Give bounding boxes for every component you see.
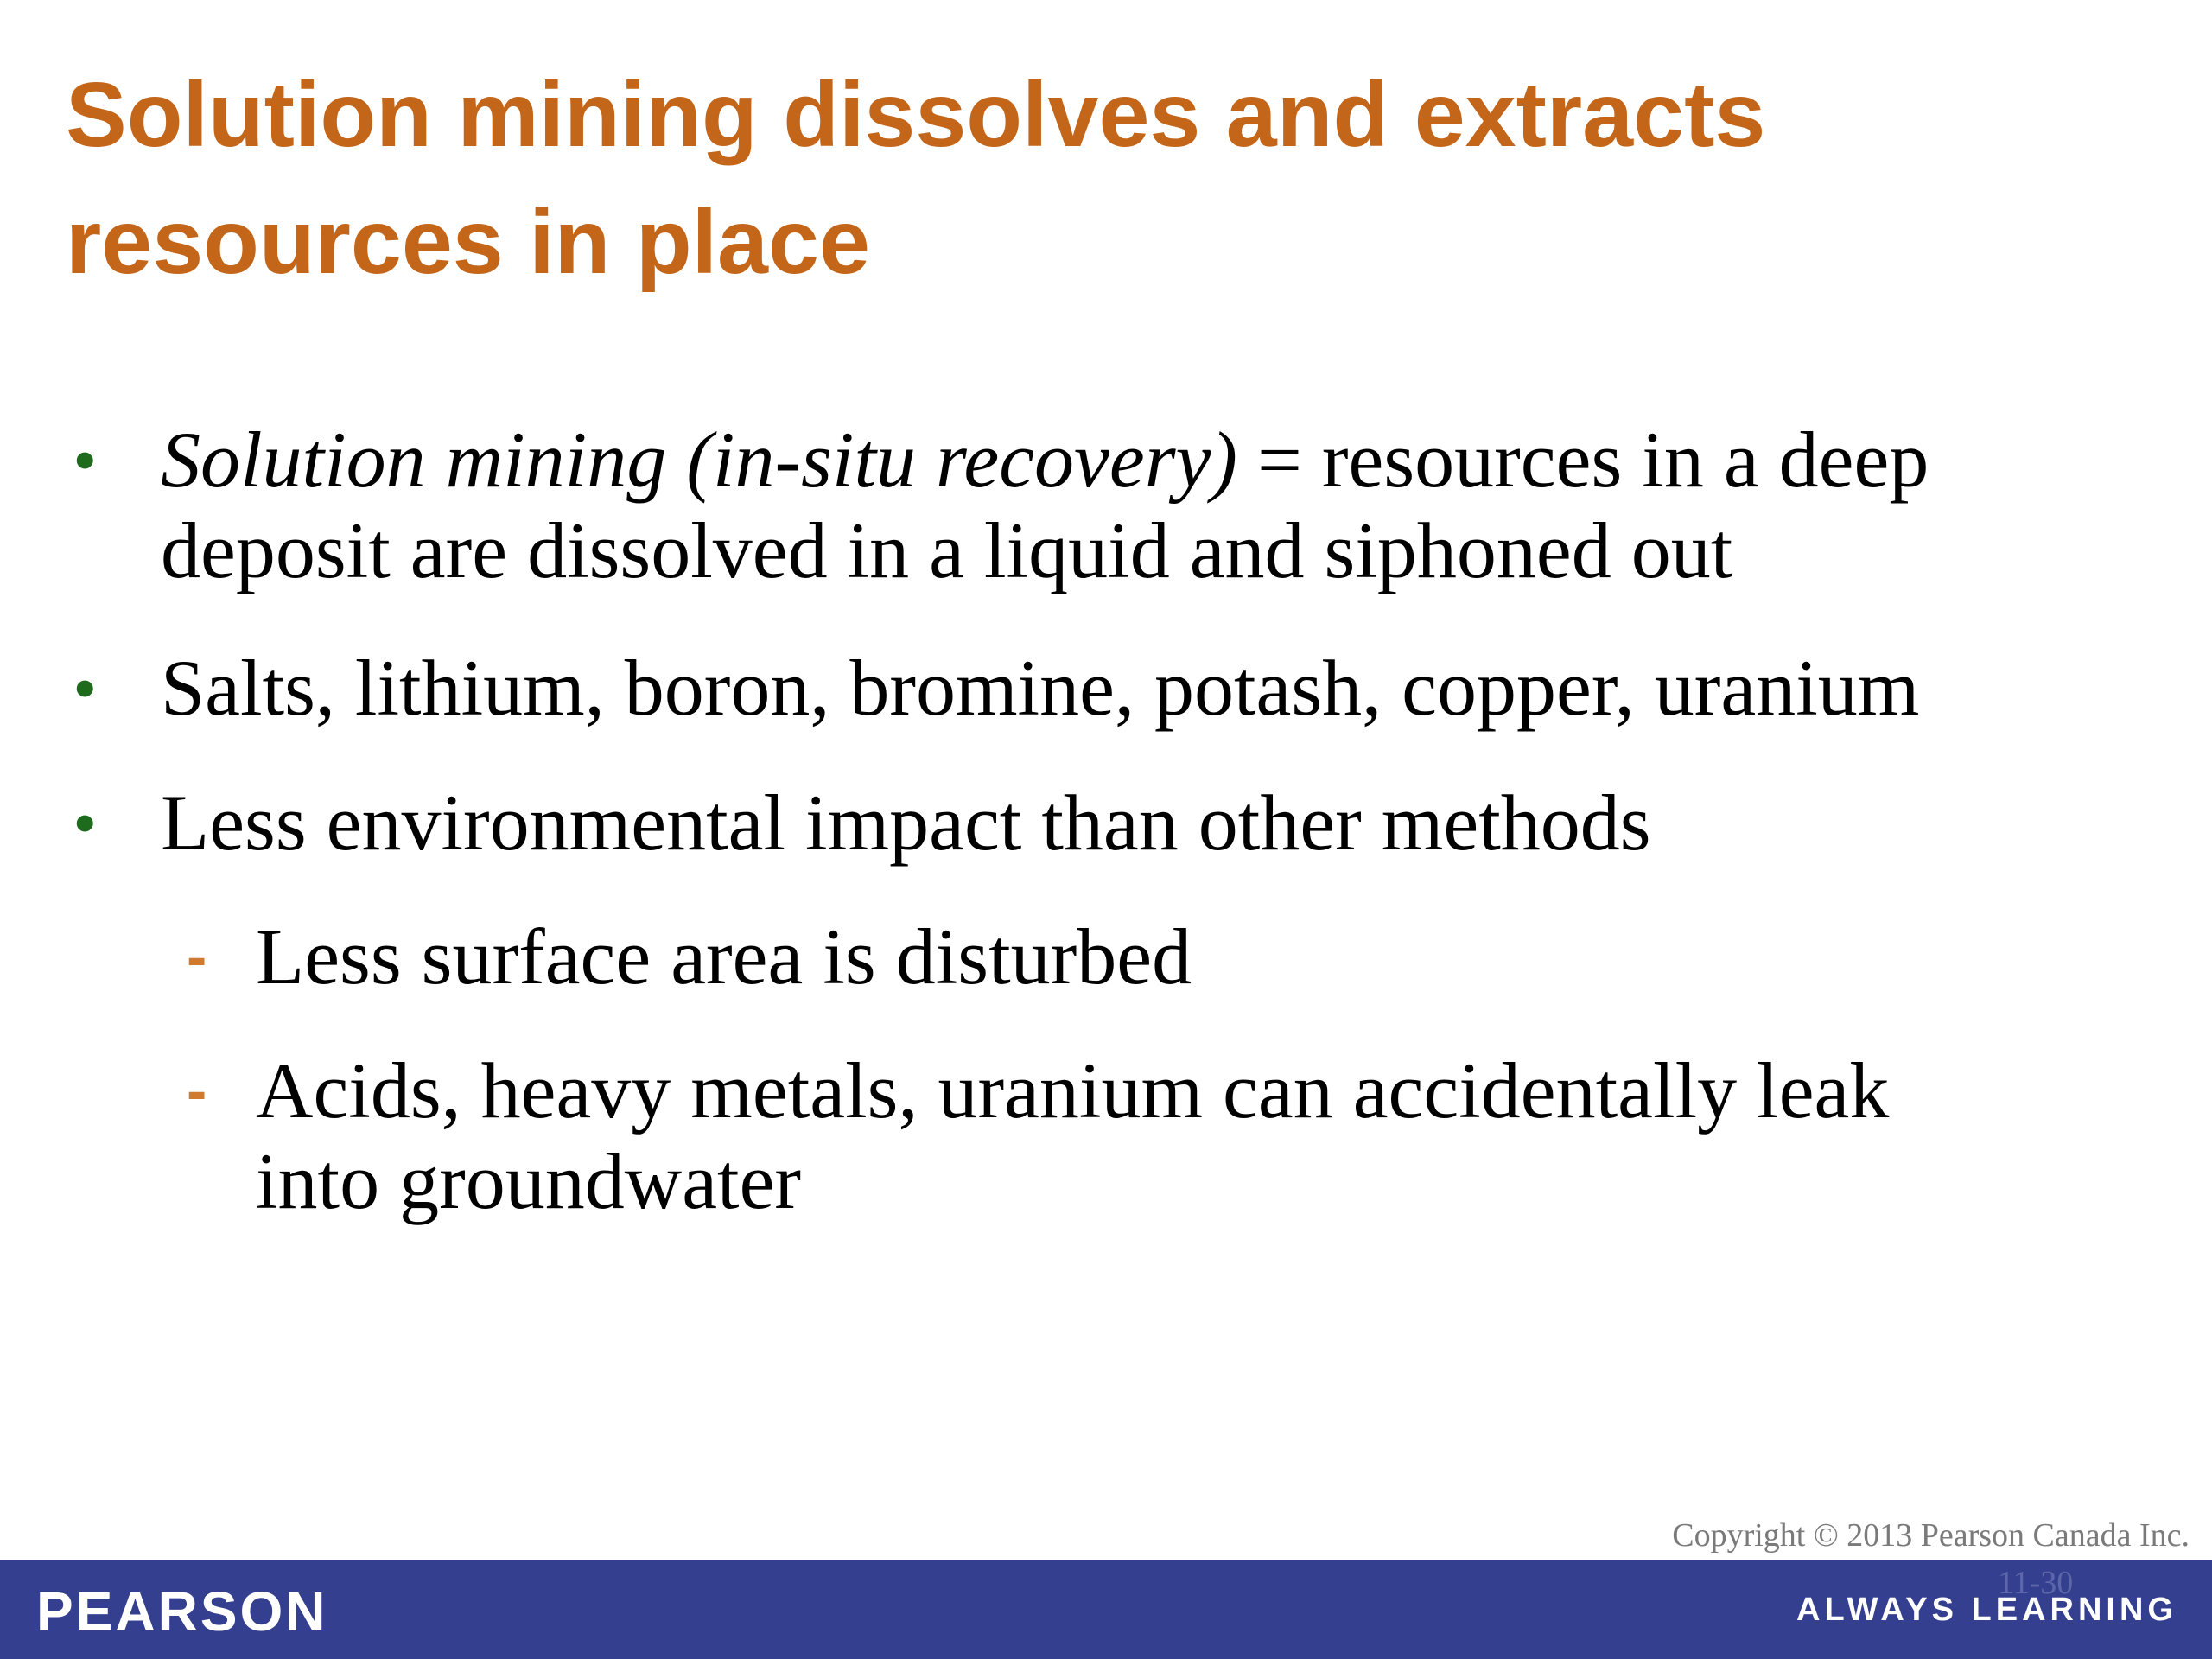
bullet-text: Salts, lithium, boron, bromine, potash, copper, uranium (161, 644, 1920, 732)
bullet-item (74, 778, 2113, 868)
bullet-text: Less environmental impact than other methods (161, 779, 1651, 867)
tagline-always-learning: ALWAYS LEARNING (1796, 1592, 2177, 1628)
bullet-continuation: deposit are dissolved in a liquid and siphoned out (161, 506, 1733, 594)
slide-title-line-1: Solution mining dissolves and extracts (66, 64, 1766, 166)
sub-bullet-marker: - (187, 923, 207, 990)
bullet-marker: • (74, 426, 96, 493)
sub-bullet-text-line-1: Acids, heavy metals, uranium can accidentally leak (256, 1046, 1890, 1135)
sub-bullet-text-line-2: into groundwater (256, 1137, 802, 1225)
pearson-logo: PEARSON (36, 1580, 328, 1643)
sub-bullet-item (187, 1046, 2113, 1227)
slide-title (66, 52, 2122, 306)
bullet-item (74, 415, 2113, 596)
copyright-notice: Copyright © 2013 Pearson Canada Inc. (1672, 1517, 2190, 1554)
slide-title-line-2: resources in place (66, 191, 870, 293)
bullet-item (74, 643, 2113, 734)
sub-bullet-item (187, 912, 2113, 1002)
bullet-marker: • (74, 654, 96, 721)
sub-bullet-marker: - (187, 1057, 207, 1124)
bullet-line (161, 415, 2113, 505)
bullet-marker: • (74, 789, 96, 856)
bullet-term: Solution mining (in-situ recovery) (161, 416, 1237, 504)
slide-number: 11-30 (1998, 1565, 2074, 1601)
sub-bullet-text: Less surface area is disturbed (256, 912, 1192, 1001)
bullet-definition: = resources in a deep (1237, 416, 1929, 504)
